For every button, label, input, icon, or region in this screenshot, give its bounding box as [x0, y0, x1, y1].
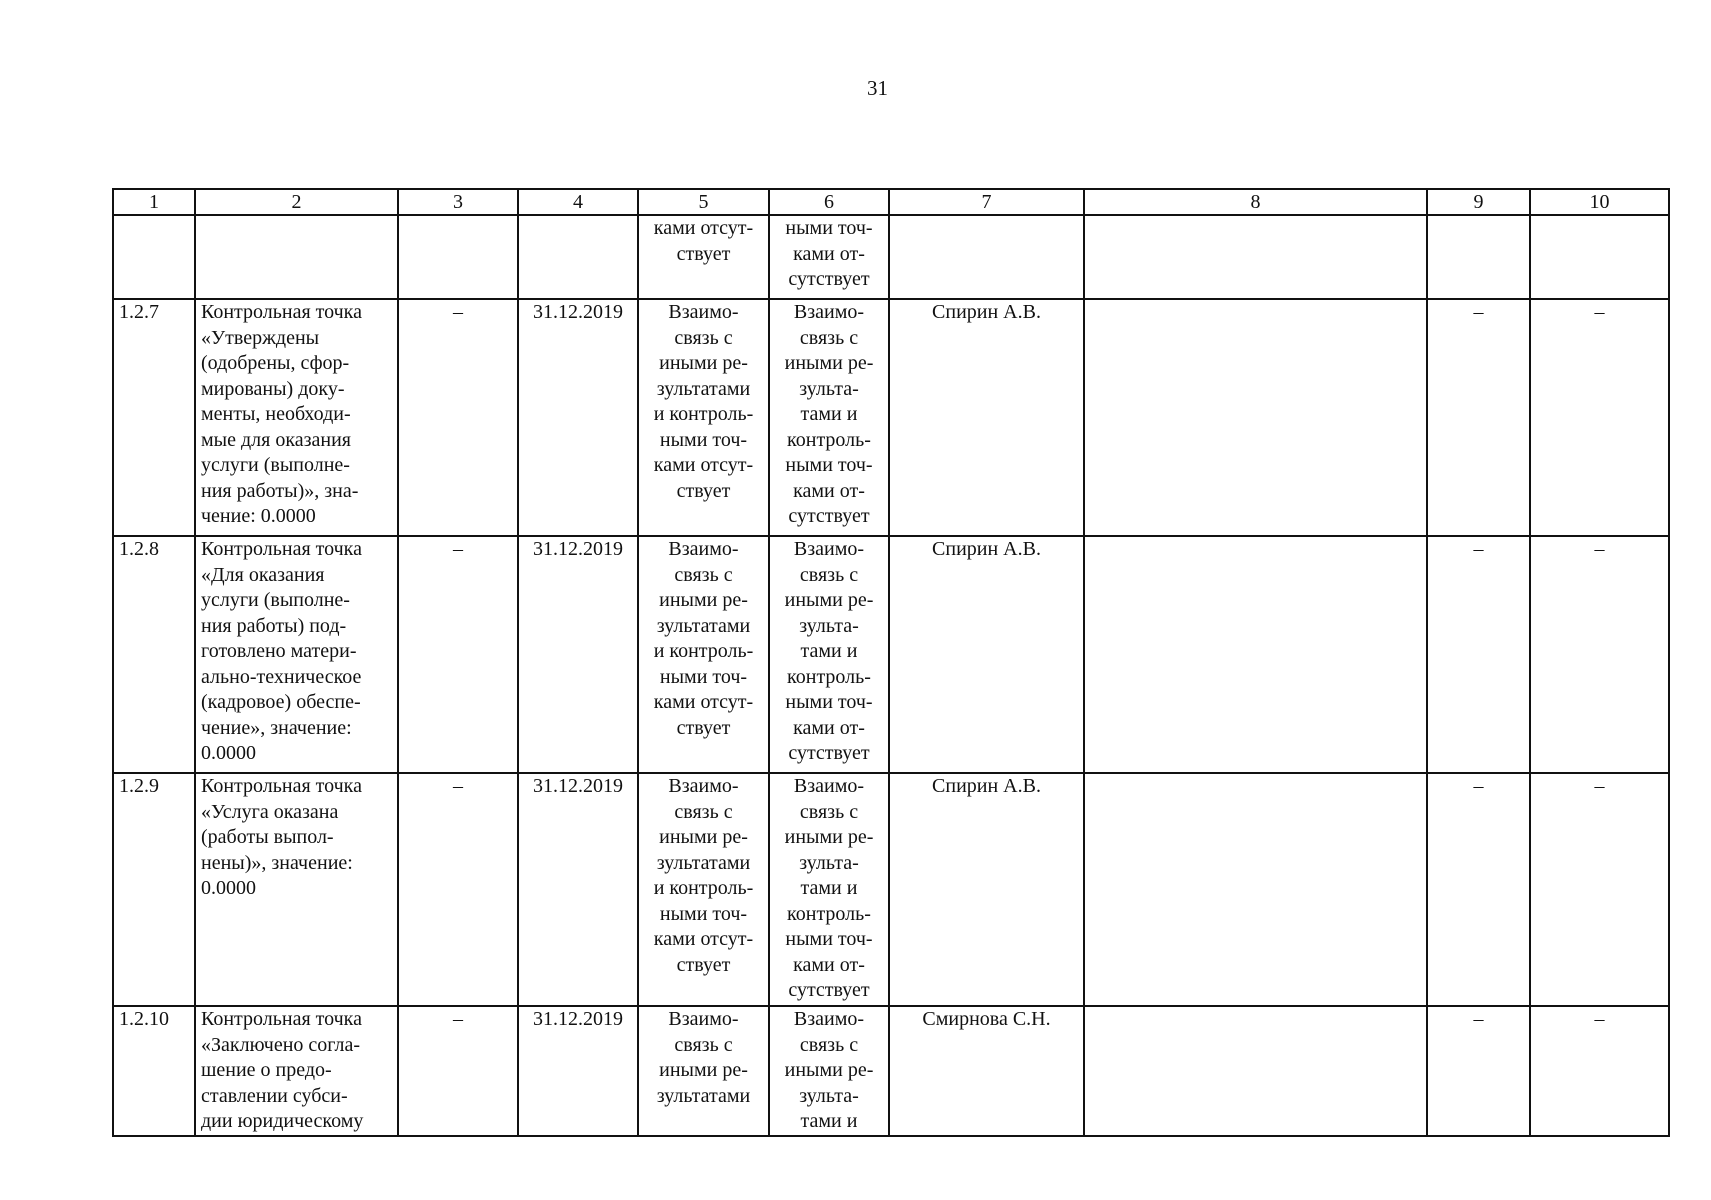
cell-empty: [518, 215, 638, 299]
cell-relation-results-alt: Взаимо- связь с иными ре- зульта- тами и контроль- ными точ- ками от- сутствует: [769, 773, 889, 1006]
cell-number: 1.2.8: [113, 536, 195, 773]
cell-relation-results-alt: ными точ- ками от- сутствует: [769, 215, 889, 299]
control-points-table: [112, 188, 1670, 1137]
table-row: [113, 536, 1669, 773]
cell-col10: –: [1530, 773, 1669, 1006]
column-number: 7: [889, 189, 1084, 215]
cell-date: 31.12.2019: [518, 773, 638, 1006]
column-number-row: [113, 189, 1669, 215]
cell-col10: –: [1530, 1006, 1669, 1136]
cell-empty: [1530, 215, 1669, 299]
column-number: 5: [638, 189, 769, 215]
cell-control-point-name: Контрольная точка «Утверждены (одобрены, сфор- мированы) доку- менты, необходи- мые для оказания услуги (выполне- ния работы)», зна- чение: 0.0000: [195, 299, 398, 536]
cell-relation-results: Взаимо- связь с иными ре- зультатами: [638, 1006, 769, 1136]
column-number: 6: [769, 189, 889, 215]
cell-relation-results-alt: Взаимо- связь с иными ре- зульта- тами и контроль- ными точ- ками от- сутствует: [769, 536, 889, 773]
cell-empty: [398, 215, 518, 299]
cell-date: 31.12.2019: [518, 1006, 638, 1136]
table-row: [113, 773, 1669, 1006]
cell-date: 31.12.2019: [518, 536, 638, 773]
cell-empty: [195, 215, 398, 299]
table-row: [113, 1006, 1669, 1136]
cell-number: 1.2.7: [113, 299, 195, 536]
cell-col9: –: [1427, 1006, 1530, 1136]
cell-relation-results: Взаимо- связь с иными ре- зультатами и контроль- ными точ- ками отсут- ствует: [638, 536, 769, 773]
cell-col8: [1084, 773, 1427, 1006]
cell-col3: –: [398, 1006, 518, 1136]
column-number: 3: [398, 189, 518, 215]
cell-empty: [1084, 215, 1427, 299]
cell-col3: –: [398, 299, 518, 536]
column-number: 4: [518, 189, 638, 215]
cell-responsible: Спирин А.В.: [889, 536, 1084, 773]
cell-relation-results: ками отсут- ствует: [638, 215, 769, 299]
cell-col10: –: [1530, 536, 1669, 773]
page-number: 31: [867, 76, 888, 100]
cell-col8: [1084, 1006, 1427, 1136]
cell-relation-results-alt: Взаимо- связь с иными ре- зульта- тами и контроль- ными точ- ками от- сутствует: [769, 299, 889, 536]
cell-col9: –: [1427, 773, 1530, 1006]
cell-col9: –: [1427, 536, 1530, 773]
cell-col8: [1084, 299, 1427, 536]
column-number: 1: [113, 189, 195, 215]
cell-empty: [889, 215, 1084, 299]
cell-number: 1.2.10: [113, 1006, 195, 1136]
cell-col3: –: [398, 773, 518, 1006]
cell-col3: –: [398, 536, 518, 773]
cell-col9: –: [1427, 299, 1530, 536]
cell-relation-results: Взаимо- связь с иными ре- зультатами и контроль- ными точ- ками отсут- ствует: [638, 299, 769, 536]
cell-relation-results-alt: Взаимо- связь с иными ре- зульта- тами и: [769, 1006, 889, 1136]
cell-responsible: Спирин А.В.: [889, 773, 1084, 1006]
cell-col8: [1084, 536, 1427, 773]
cell-date: 31.12.2019: [518, 299, 638, 536]
cell-relation-results: Взаимо- связь с иными ре- зультатами и контроль- ными точ- ками отсут- ствует: [638, 773, 769, 1006]
cell-responsible: Смирнова С.Н.: [889, 1006, 1084, 1136]
cell-empty: [113, 215, 195, 299]
cell-responsible: Спирин А.В.: [889, 299, 1084, 536]
column-number: 2: [195, 189, 398, 215]
continuation-row: [113, 215, 1669, 299]
column-number: 8: [1084, 189, 1427, 215]
cell-col10: –: [1530, 299, 1669, 536]
column-number: 10: [1530, 189, 1669, 215]
cell-control-point-name: Контрольная точка «Заключено согла- шение о предо- ставлении субси- дии юридическому: [195, 1006, 398, 1136]
cell-control-point-name: Контрольная точка «Услуга оказана (работы выпол- нены)», значение: 0.0000: [195, 773, 398, 1006]
cell-control-point-name: Контрольная точка «Для оказания услуги (выполне- ния работы) под- готовлено матери- ально-техническое (кадровое) обеспе- чение», значение: 0.0000: [195, 536, 398, 773]
table-row: [113, 299, 1669, 536]
column-number: 9: [1427, 189, 1530, 215]
cell-number: 1.2.9: [113, 773, 195, 1006]
cell-empty: [1427, 215, 1530, 299]
